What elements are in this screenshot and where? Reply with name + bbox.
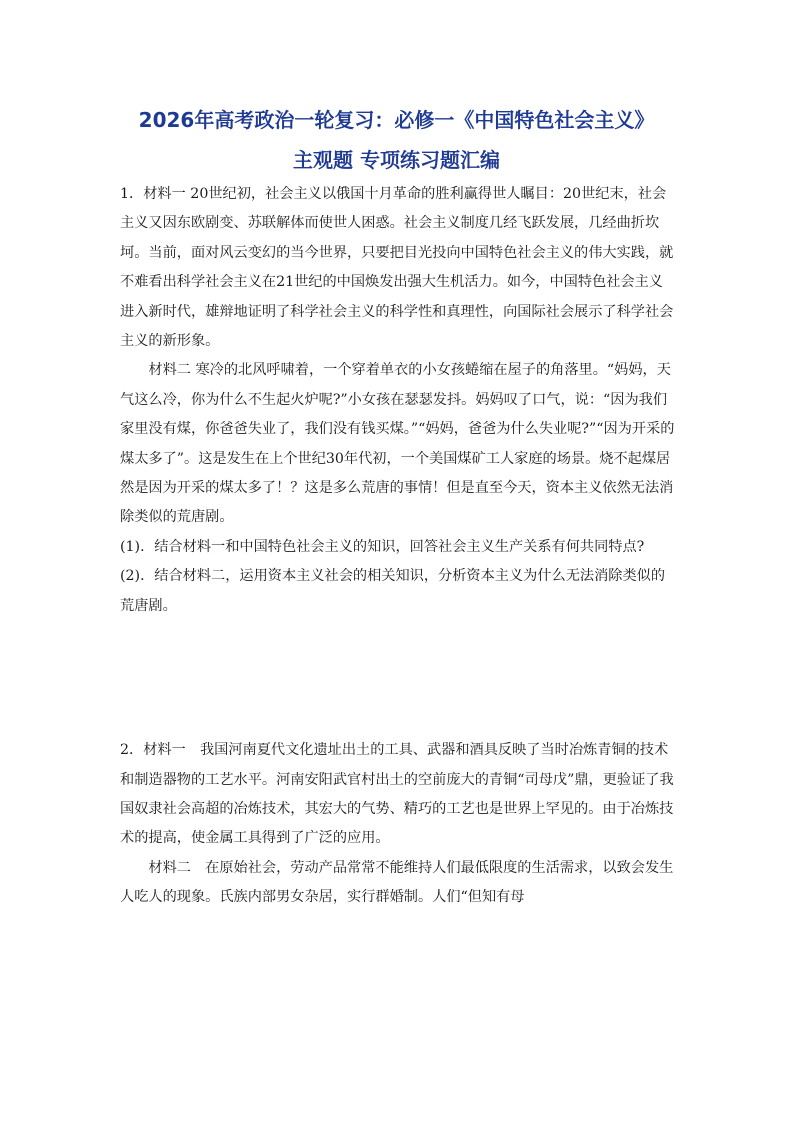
document-body <box>120 180 676 913</box>
question-1-subquestion-1: (1)．结合材料一和中国特色社会主义的知识，回答社会主义生产关系有何共同特点? <box>120 538 645 555</box>
question-1 <box>120 180 676 621</box>
question-2 <box>120 736 676 912</box>
question-1-material-1: 1．材料一 20世纪初，社会主义以俄国十月革命的胜利赢得世人瞩目：20世纪末，社会主义又因东欧剧变、苏联解体而使世人困惑。社会主义制度几经飞跃发展，几经曲折坎坷。当前，面对风云变幻的当今世界，只要把目光投向中国特色社会主义的伟大实践，就不难看出科学社会主义在21世纪的中国焕发出强大生机活力。如今，中国特色社会主义进入新时代，雄辩地证明了科学社会主义的科学性和真理性，向国际社会展示了科学社会主义的新形象。 <box>120 186 674 350</box>
question-2-material-2: 材料二 在原始社会，劳动产品常常不能维持人们最低限度的生活需求，以致会发生人吃人的现象。氏族内部男女杂居，实行群婚制。人们“但知有母 <box>120 859 674 906</box>
title-block <box>100 100 693 180</box>
document-title-line-1: 2026年高考政治一轮复习：必修一《中国特色社会主义》 <box>138 108 655 132</box>
question-1-material-2: 材料二 寒冷的北风呼啸着，一个穿着单衣的小女孩蜷缩在屋子的角落里。“妈妈，天气这么冷，你为什么不生起火炉呢?”小女孩在瑟瑟发抖。妈妈叹了口气，说：“因为我们家里没有煤，你爸爸失业了，我们没有钱买煤。”“妈妈，爸爸为什么失业呢?”“因为开采的煤太多了”。这是发生在上个世纪30年代初，一个美国煤矿工人家庭的场景。烧不起煤居然是因为开采的煤太多了！？这是多么荒唐的事情！但是直至今天，资本主义依然无法消除类似的荒唐剧。 <box>120 362 675 526</box>
question-2-material-1: 2．材料一 我国河南夏代文化遗址出土的工具、武器和酒具反映了当时冶炼青铜的技术和制造器物的工艺水平。河南安阳武官村出土的空前庞大的青铜“司母戊”鼎，更验证了我国奴隶社会高超的冶炼技术，其宏大的气势、精巧的工艺也是世界上罕见的。由于冶炼技术的提高，使金属工具得到了广泛的应用。 <box>120 742 674 847</box>
question-1-subquestion-2: (2)．结合材料二，运用资本主义社会的相关知识，分析资本主义为什么无法消除类似的荒唐剧。 <box>120 568 666 614</box>
answer-space <box>120 621 676 736</box>
document-title-line-2: 主观题 专项练习题汇编 <box>293 148 500 172</box>
